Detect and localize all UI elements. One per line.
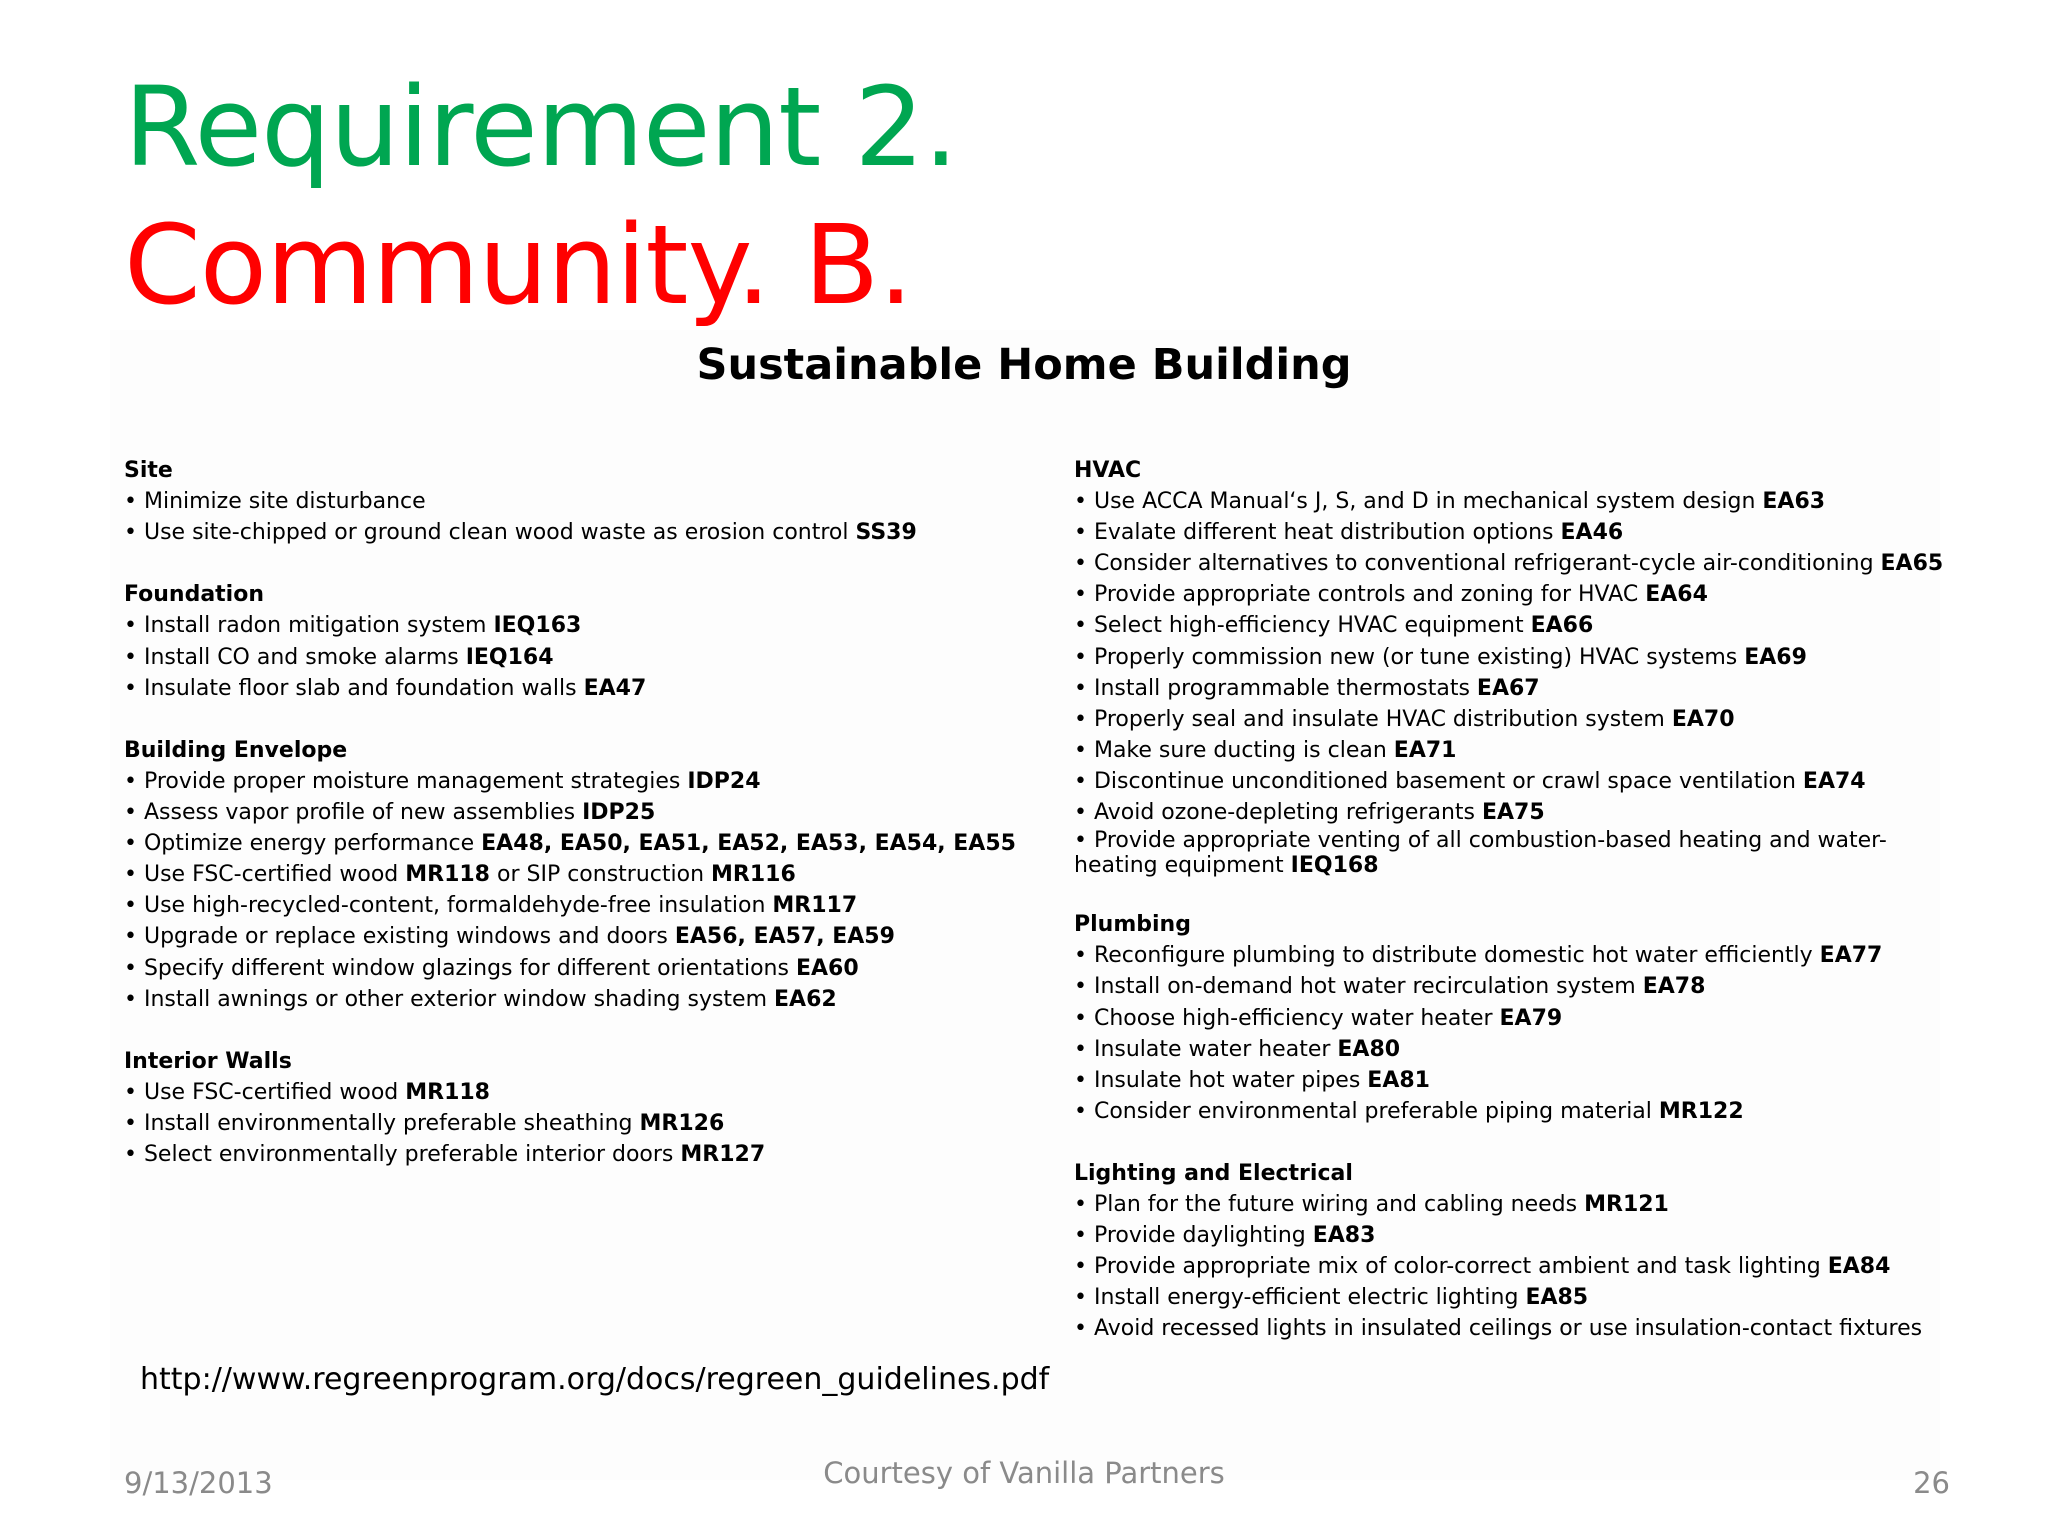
section-title: Building Envelope bbox=[124, 737, 348, 763]
credit-code: MR126 bbox=[639, 1110, 725, 1136]
credit-code: EA63 bbox=[1762, 489, 1826, 515]
credit-code: EA78 bbox=[1642, 974, 1706, 1000]
list-item bbox=[124, 953, 1054, 984]
list-item bbox=[1074, 1065, 1944, 1096]
list-item bbox=[124, 797, 1054, 828]
list-item bbox=[1074, 1251, 1944, 1282]
credit-code: EA65 bbox=[1880, 551, 1944, 577]
list-item bbox=[1074, 1313, 1944, 1344]
list-item bbox=[1074, 766, 1944, 797]
credit-code: IDP25 bbox=[582, 800, 656, 826]
credit-code: IEQ164 bbox=[465, 644, 554, 670]
list-item bbox=[1074, 1003, 1944, 1034]
list-item bbox=[124, 1139, 1054, 1170]
item-text: • Make sure ducting is clean bbox=[1074, 737, 1394, 763]
right-column bbox=[1074, 455, 1944, 1376]
list-item bbox=[124, 921, 1054, 952]
list-item bbox=[1074, 828, 1944, 878]
item-text: • Provide daylighting bbox=[1074, 1223, 1313, 1249]
item-text: • Provide appropriate mix of color-correct ambient and task lighting bbox=[1074, 1254, 1828, 1280]
list-item bbox=[1074, 1282, 1944, 1313]
section bbox=[124, 1046, 1054, 1170]
credit-code: MR117 bbox=[772, 893, 858, 919]
list-item bbox=[124, 766, 1054, 797]
section bbox=[1074, 909, 1944, 1127]
list-item bbox=[124, 828, 1054, 859]
list-item bbox=[124, 673, 1054, 704]
footer-page-number: 26 bbox=[1913, 1466, 1950, 1500]
credit-code: EA69 bbox=[1744, 644, 1807, 670]
item-text: • Select environmentally preferable interior doors bbox=[124, 1142, 681, 1168]
credit-code: EA75 bbox=[1481, 800, 1545, 826]
section-title: Lighting and Electrical bbox=[1074, 1160, 1353, 1186]
item-text: • Insulate water heater bbox=[1074, 1036, 1338, 1062]
section bbox=[124, 455, 1054, 548]
credit-code: EA60 bbox=[795, 955, 859, 981]
list-item bbox=[1074, 1034, 1944, 1065]
list-item bbox=[1074, 642, 1944, 673]
list-item bbox=[1074, 735, 1944, 766]
item-text: • Upgrade or replace existing windows and doors bbox=[124, 924, 675, 950]
list-item bbox=[124, 1108, 1054, 1139]
list-item bbox=[1074, 940, 1944, 971]
list-item bbox=[124, 984, 1054, 1015]
slide-title-line-1: Requirement 2. bbox=[124, 63, 958, 191]
item-text: • Select high-efficiency HVAC equipment bbox=[1074, 613, 1531, 639]
credit-code: EA56, EA57, EA59 bbox=[674, 924, 895, 950]
credit-code: EA71 bbox=[1393, 737, 1457, 763]
section bbox=[124, 735, 1054, 1015]
item-text: • Install radon mitigation system bbox=[124, 613, 494, 639]
source-url[interactable]: http://www.regreenprogram.org/docs/regreen_guidelines.pdf bbox=[140, 1362, 1050, 1397]
list-item bbox=[124, 890, 1054, 921]
left-column bbox=[124, 455, 1054, 1201]
list-item bbox=[1074, 610, 1944, 641]
credit-code: EA83 bbox=[1312, 1223, 1376, 1249]
credit-code: EA85 bbox=[1525, 1285, 1589, 1311]
list-item bbox=[1074, 1220, 1944, 1251]
item-text: • Install energy-efficient electric lighting bbox=[1074, 1285, 1526, 1311]
section bbox=[1074, 1158, 1944, 1345]
item-text: • Insulate hot water pipes bbox=[1074, 1067, 1368, 1093]
item-text: • Install on-demand hot water recirculation system bbox=[1074, 974, 1643, 1000]
list-item bbox=[124, 610, 1054, 641]
footer-credit: Courtesy of Vanilla Partners bbox=[823, 1456, 1225, 1490]
item-text: • Install programmable thermostats bbox=[1074, 675, 1477, 701]
list-item bbox=[1074, 517, 1944, 548]
credit-code: EA67 bbox=[1476, 675, 1540, 701]
credit-code: EA48, EA50, EA51, EA52, EA53, EA54, EA55 bbox=[481, 831, 1016, 857]
item-text: • Choose high-efficiency water heater bbox=[1074, 1005, 1500, 1031]
list-item bbox=[124, 517, 1054, 548]
credit-code: EA70 bbox=[1671, 706, 1735, 732]
section-title: Plumbing bbox=[1074, 912, 1191, 938]
credit-code: MR127 bbox=[680, 1142, 766, 1168]
list-item bbox=[1074, 797, 1944, 828]
item-text: • Consider alternatives to conventional refrigerant-cycle air-conditioning bbox=[1074, 551, 1881, 577]
credit-code: MR118 bbox=[405, 862, 490, 888]
section-title: Foundation bbox=[124, 582, 265, 608]
footer-date: 9/13/2013 bbox=[124, 1466, 273, 1500]
item-text: • Provide appropriate controls and zoning for HVAC bbox=[1074, 582, 1646, 608]
credit-code: MR116 bbox=[711, 862, 796, 888]
credit-code: EA66 bbox=[1530, 613, 1594, 639]
credit-code: SS39 bbox=[855, 520, 917, 546]
credit-code: EA84 bbox=[1827, 1254, 1891, 1280]
list-item bbox=[1074, 1096, 1944, 1127]
credit-code: EA81 bbox=[1367, 1067, 1430, 1093]
item-text: • Evalate different heat distribution options bbox=[1074, 520, 1561, 546]
list-item bbox=[1074, 548, 1944, 579]
item-text: • Properly commission new (or tune existing) HVAC systems bbox=[1074, 644, 1745, 670]
list-item bbox=[124, 859, 1054, 890]
credit-code: MR121 bbox=[1584, 1192, 1669, 1218]
item-text: • Use site-chipped or ground clean wood waste as erosion control bbox=[124, 520, 856, 546]
section bbox=[1074, 455, 1944, 878]
section-title: Site bbox=[124, 458, 173, 483]
item-text: • Reconfigure plumbing to distribute domestic hot water efficiently bbox=[1074, 943, 1820, 969]
credit-code: EA79 bbox=[1499, 1005, 1563, 1031]
list-item bbox=[1074, 486, 1944, 517]
item-text: • Use FSC-certified wood bbox=[124, 862, 406, 888]
item-text: • Optimize energy performance bbox=[124, 831, 482, 857]
list-item bbox=[124, 642, 1054, 673]
credit-code: EA62 bbox=[774, 986, 837, 1012]
section bbox=[124, 579, 1054, 703]
item-text: • Insulate floor slab and foundation walls bbox=[124, 675, 584, 701]
item-text: • Minimize site disturbance bbox=[124, 489, 426, 515]
credit-code: IEQ163 bbox=[493, 613, 582, 639]
item-text: • Specify different window glazings for different orientations bbox=[124, 955, 796, 981]
credit-code: MR118 bbox=[405, 1079, 490, 1105]
credit-code: EA47 bbox=[583, 675, 647, 701]
list-item bbox=[124, 1077, 1054, 1108]
list-item bbox=[124, 486, 1054, 517]
item-text: • Provide appropriate venting of all combustion-based heating and water-heating equipment bbox=[1074, 828, 1887, 879]
document-heading: Sustainable Home Building bbox=[696, 340, 1352, 390]
item-text: • Install awnings or other exterior window shading system bbox=[124, 986, 775, 1012]
item-text: • Avoid recessed lights in insulated ceilings or use insulation-contact fixtures bbox=[1074, 1316, 1923, 1342]
credit-code: EA64 bbox=[1645, 582, 1708, 608]
list-item bbox=[1074, 971, 1944, 1002]
credit-code: IDP24 bbox=[687, 768, 761, 794]
item-text: • Use FSC-certified wood bbox=[124, 1079, 406, 1105]
credit-code: MR122 bbox=[1658, 1098, 1744, 1124]
item-text: • Install CO and smoke alarms bbox=[124, 644, 466, 670]
list-item bbox=[1074, 579, 1944, 610]
item-text: or SIP construction bbox=[490, 862, 712, 888]
item-text: • Assess vapor profile of new assemblies bbox=[124, 800, 583, 826]
credit-code: EA46 bbox=[1560, 520, 1624, 546]
credit-code: EA74 bbox=[1802, 768, 1866, 794]
item-text: • Use high-recycled-content, formaldehyde-free insulation bbox=[124, 893, 773, 919]
list-item bbox=[1074, 1189, 1944, 1220]
item-text: • Discontinue unconditioned basement or crawl space ventilation bbox=[1074, 768, 1803, 794]
item-text: • Consider environmental preferable piping material bbox=[1074, 1098, 1659, 1124]
credit-code: EA80 bbox=[1337, 1036, 1401, 1062]
item-text: • Provide proper moisture management strategies bbox=[124, 768, 688, 794]
item-text: • Use ACCA Manual‘s J, S, and D in mechanical system design bbox=[1074, 489, 1763, 515]
item-text: • Install environmentally preferable sheathing bbox=[124, 1110, 640, 1136]
item-text: • Avoid ozone-depleting refrigerants bbox=[1074, 800, 1482, 826]
credit-code: IEQ168 bbox=[1290, 853, 1379, 879]
credit-code: EA77 bbox=[1819, 943, 1883, 969]
item-text: • Plan for the future wiring and cabling needs bbox=[1074, 1192, 1585, 1218]
list-item bbox=[1074, 704, 1944, 735]
slide-title-line-2: Community. B. bbox=[124, 201, 913, 329]
list-item bbox=[1074, 673, 1944, 704]
section-title: Interior Walls bbox=[124, 1048, 292, 1074]
section-title: HVAC bbox=[1074, 458, 1142, 483]
item-text: • Properly seal and insulate HVAC distribution system bbox=[1074, 706, 1672, 732]
